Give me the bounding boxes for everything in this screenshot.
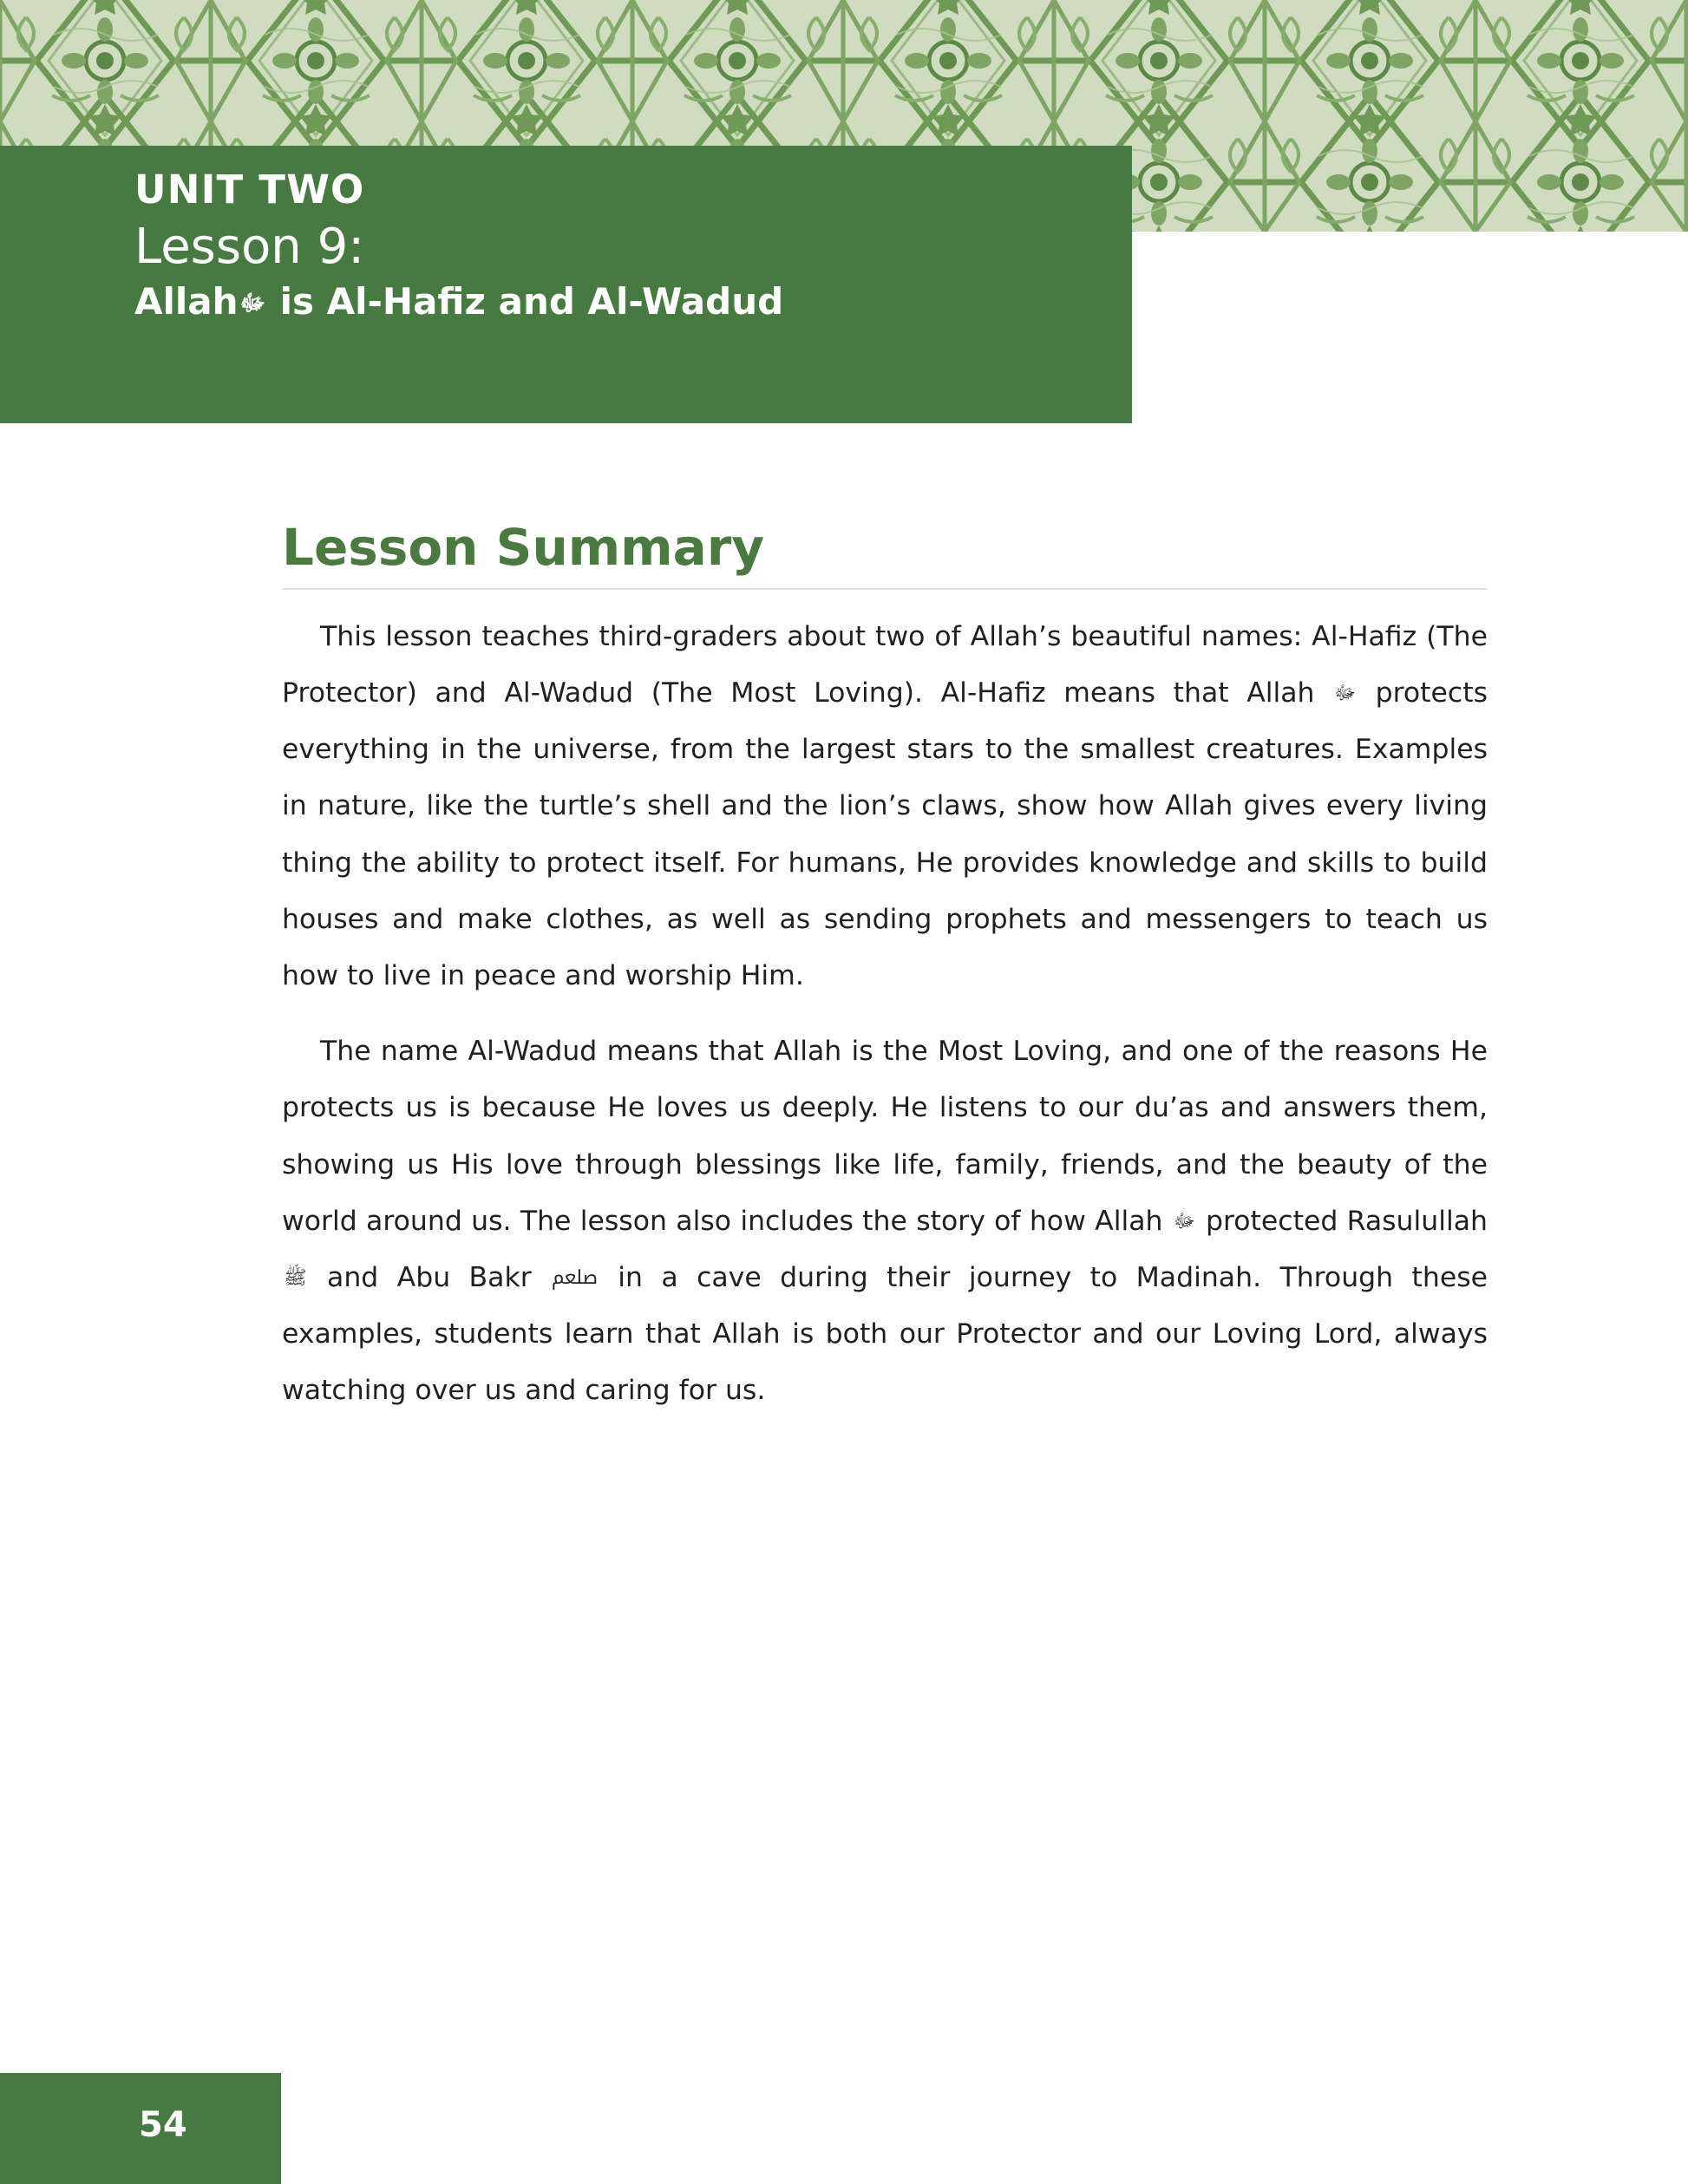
lesson-title-before: Allah (134, 280, 239, 324)
unit-label: UNIT TWO (134, 167, 365, 213)
honorific-subhanahu-wa-taala-icon: ﷻ (239, 290, 265, 317)
summary-paragraph-1: This lesson teaches third-graders about two of Allah’s beautiful names: Al-Hafiz (The Protector) and Al-Wadud (The Most Loving). Al-Hafiz means that Allah ﷻ protects everything in the universe, from the largest stars to the smallest creatures. Examples in nature, like the turtle’s shell and the lion’s claws, show how Allah gives every living thing the ability to protect itself. For humans, He provides knowledge and skills to build houses and make clothes, as well as sending prophets and messengers to teach us how to live in peace and worship Him. (282, 620, 1488, 992)
honorific-glyph-icon: ﷻ (1334, 682, 1357, 704)
honorific-glyph-icon: ﷵ (552, 1266, 598, 1289)
page-number-bar (0, 2073, 281, 2184)
summary-paragraph-2: The name Al-Wadud means that Allah is the Most Loving, and one of the reasons He protects us is because He loves us deeply. He listens to our du’as and answers them, showing us His love through blessings like life, family, friends, and the beauty of the world around us. The lesson also includes the story of how Allah ﷻ protected Rasulullah ﷺ and Abu Bakr ﷵ in a cave during their journey to Madinah. Through these examples, students learn that Allah is both our Protector and our Loving Lord, always watching over us and caring for us. (282, 1036, 1488, 1407)
lesson-number: Lesson 9: (134, 219, 365, 276)
lesson-title-after: is Al-Hafiz and Al-Wadud (279, 280, 784, 324)
lesson-content (282, 520, 1488, 1420)
page-number: 54 (139, 2105, 187, 2145)
lesson-title (134, 279, 1132, 325)
honorific-glyph-icon: ﷺ (284, 1266, 307, 1289)
lesson-title-block (0, 146, 1132, 423)
section-heading-lesson-summary: Lesson Summary (282, 520, 1488, 590)
honorific-glyph-icon: ﷻ (1173, 1210, 1195, 1233)
